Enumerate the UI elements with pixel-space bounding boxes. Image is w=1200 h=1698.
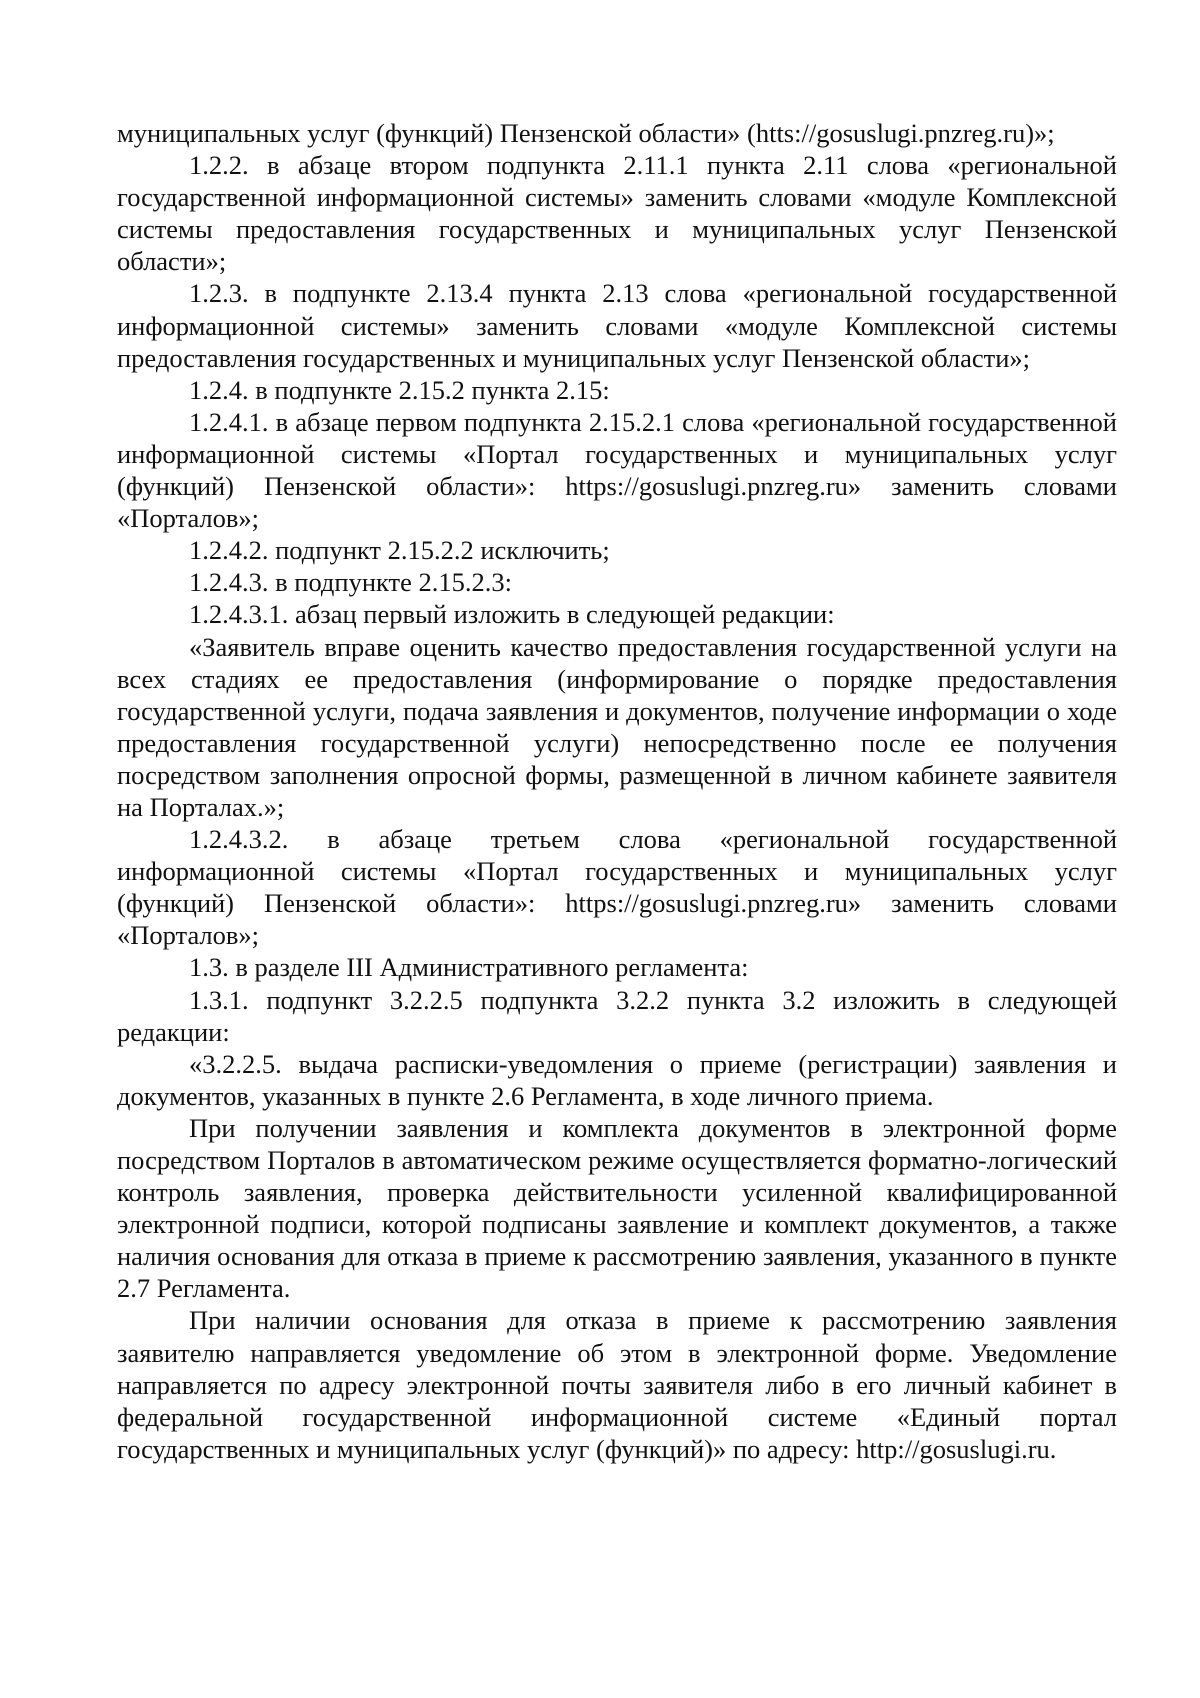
paragraph-quote-applicant: «Заявитель вправе оценить качество предоставления государственной услуги на всех стадиях ее предоставления (информирование о порядке предоставления государственной услуги, подача заявления и документов, получение информации о ходе предоставления государственной услуги) непосредственно после ее получения посредством заполнения опросной формы, размещенной в личном кабинете заявителя на Порталах.»;	[117, 631, 1117, 822]
paragraph-1-2-4-3: 1.2.4.3. в подпункте 2.15.2.3:	[189, 567, 513, 598]
paragraph-1-2-4-1: 1.2.4.1. в абзаце первом подпункта 2.15.2.1 слова «региональной государственной информационной системы «Портал государственных и муниципальных услуг (функций) Пензенской области»: https://gosuslugi.pnzreg.ru» заменить словами «Порталов»;	[117, 406, 1117, 534]
paragraph-continuation: муниципальных услуг (функций) Пензенской области» (htts://gosuslugi.pnzreg.ru)»;	[117, 118, 1055, 148]
paragraph-1-2-3: 1.2.3. в подпункте 2.13.4 пункта 2.13 слова «региональной государственной информационной системы» заменить словами «модуле Комплексной системы предоставления государственных и муниципальных услуг Пензенской области»;	[117, 278, 1117, 373]
document-body	[117, 117, 1117, 1465]
paragraph-1-2-4-3-2: 1.2.4.3.2. в абзаце третьем слова «региональной государственной информационной системы «Портал государственных и муниципальных услуг (функций) Пензенской области»: https://gosuslugi.pnzreg.ru» заменить словами «Порталов»;	[117, 824, 1117, 951]
paragraph-1-3: 1.3. в разделе III Административного регламента:	[189, 952, 749, 983]
paragraph-1-2-4-3-1: 1.2.4.3.1. абзац первый изложить в следующей редакции:	[189, 599, 835, 630]
paragraph-1-2-4-2: 1.2.4.2. подпункт 2.15.2.2 исключить;	[189, 535, 610, 566]
paragraph-1-2-4: 1.2.4. в подпункте 2.15.2 пункта 2.15:	[189, 374, 610, 405]
paragraph-1-2-2: 1.2.2. в абзаце втором подпункта 2.11.1 пункта 2.11 слова «региональной государственной информационной системы» заменить словами «модуле Комплексной системы предоставления государственных и муниципальных услуг Пензенской области»;	[117, 150, 1117, 277]
paragraph-electronic-receipt: При получении заявления и комплекта документов в электронной форме посредством Порталов в автоматическом режиме осуществляется форматно-логический контроль заявления, проверка действительности усиленной квалифицированной электронной подписи, которой подписаны заявление и комплект документов, а также наличия основания для отказа в приеме к рассмотрению заявления, указанного в пункте 2.7 Регламента.	[117, 1112, 1117, 1304]
paragraph-quote-3-2-2-5: «3.2.2.5. выдача расписки-уведомления о приеме (регистрации) заявления и документов, указанных в пункте 2.6 Регламента, в ходе личного приема.	[117, 1048, 1117, 1111]
paragraph-refusal-notice: При наличии основания для отказа в приеме к рассмотрению заявления заявителю направляется уведомление об этом в электронной форме. Уведомление направляется по адресу электронной почты заявителя либо в его личный кабинет в федеральной государственной информационной системе «Единый портал государственных и муниципальных услуг (функций)» по адресу: http://gosuslugi.ru.	[117, 1305, 1117, 1464]
paragraph-1-3-1: 1.3.1. подпункт 3.2.2.5 подпункта 3.2.2 пункта 3.2 изложить в следующей редакции:	[117, 984, 1117, 1047]
